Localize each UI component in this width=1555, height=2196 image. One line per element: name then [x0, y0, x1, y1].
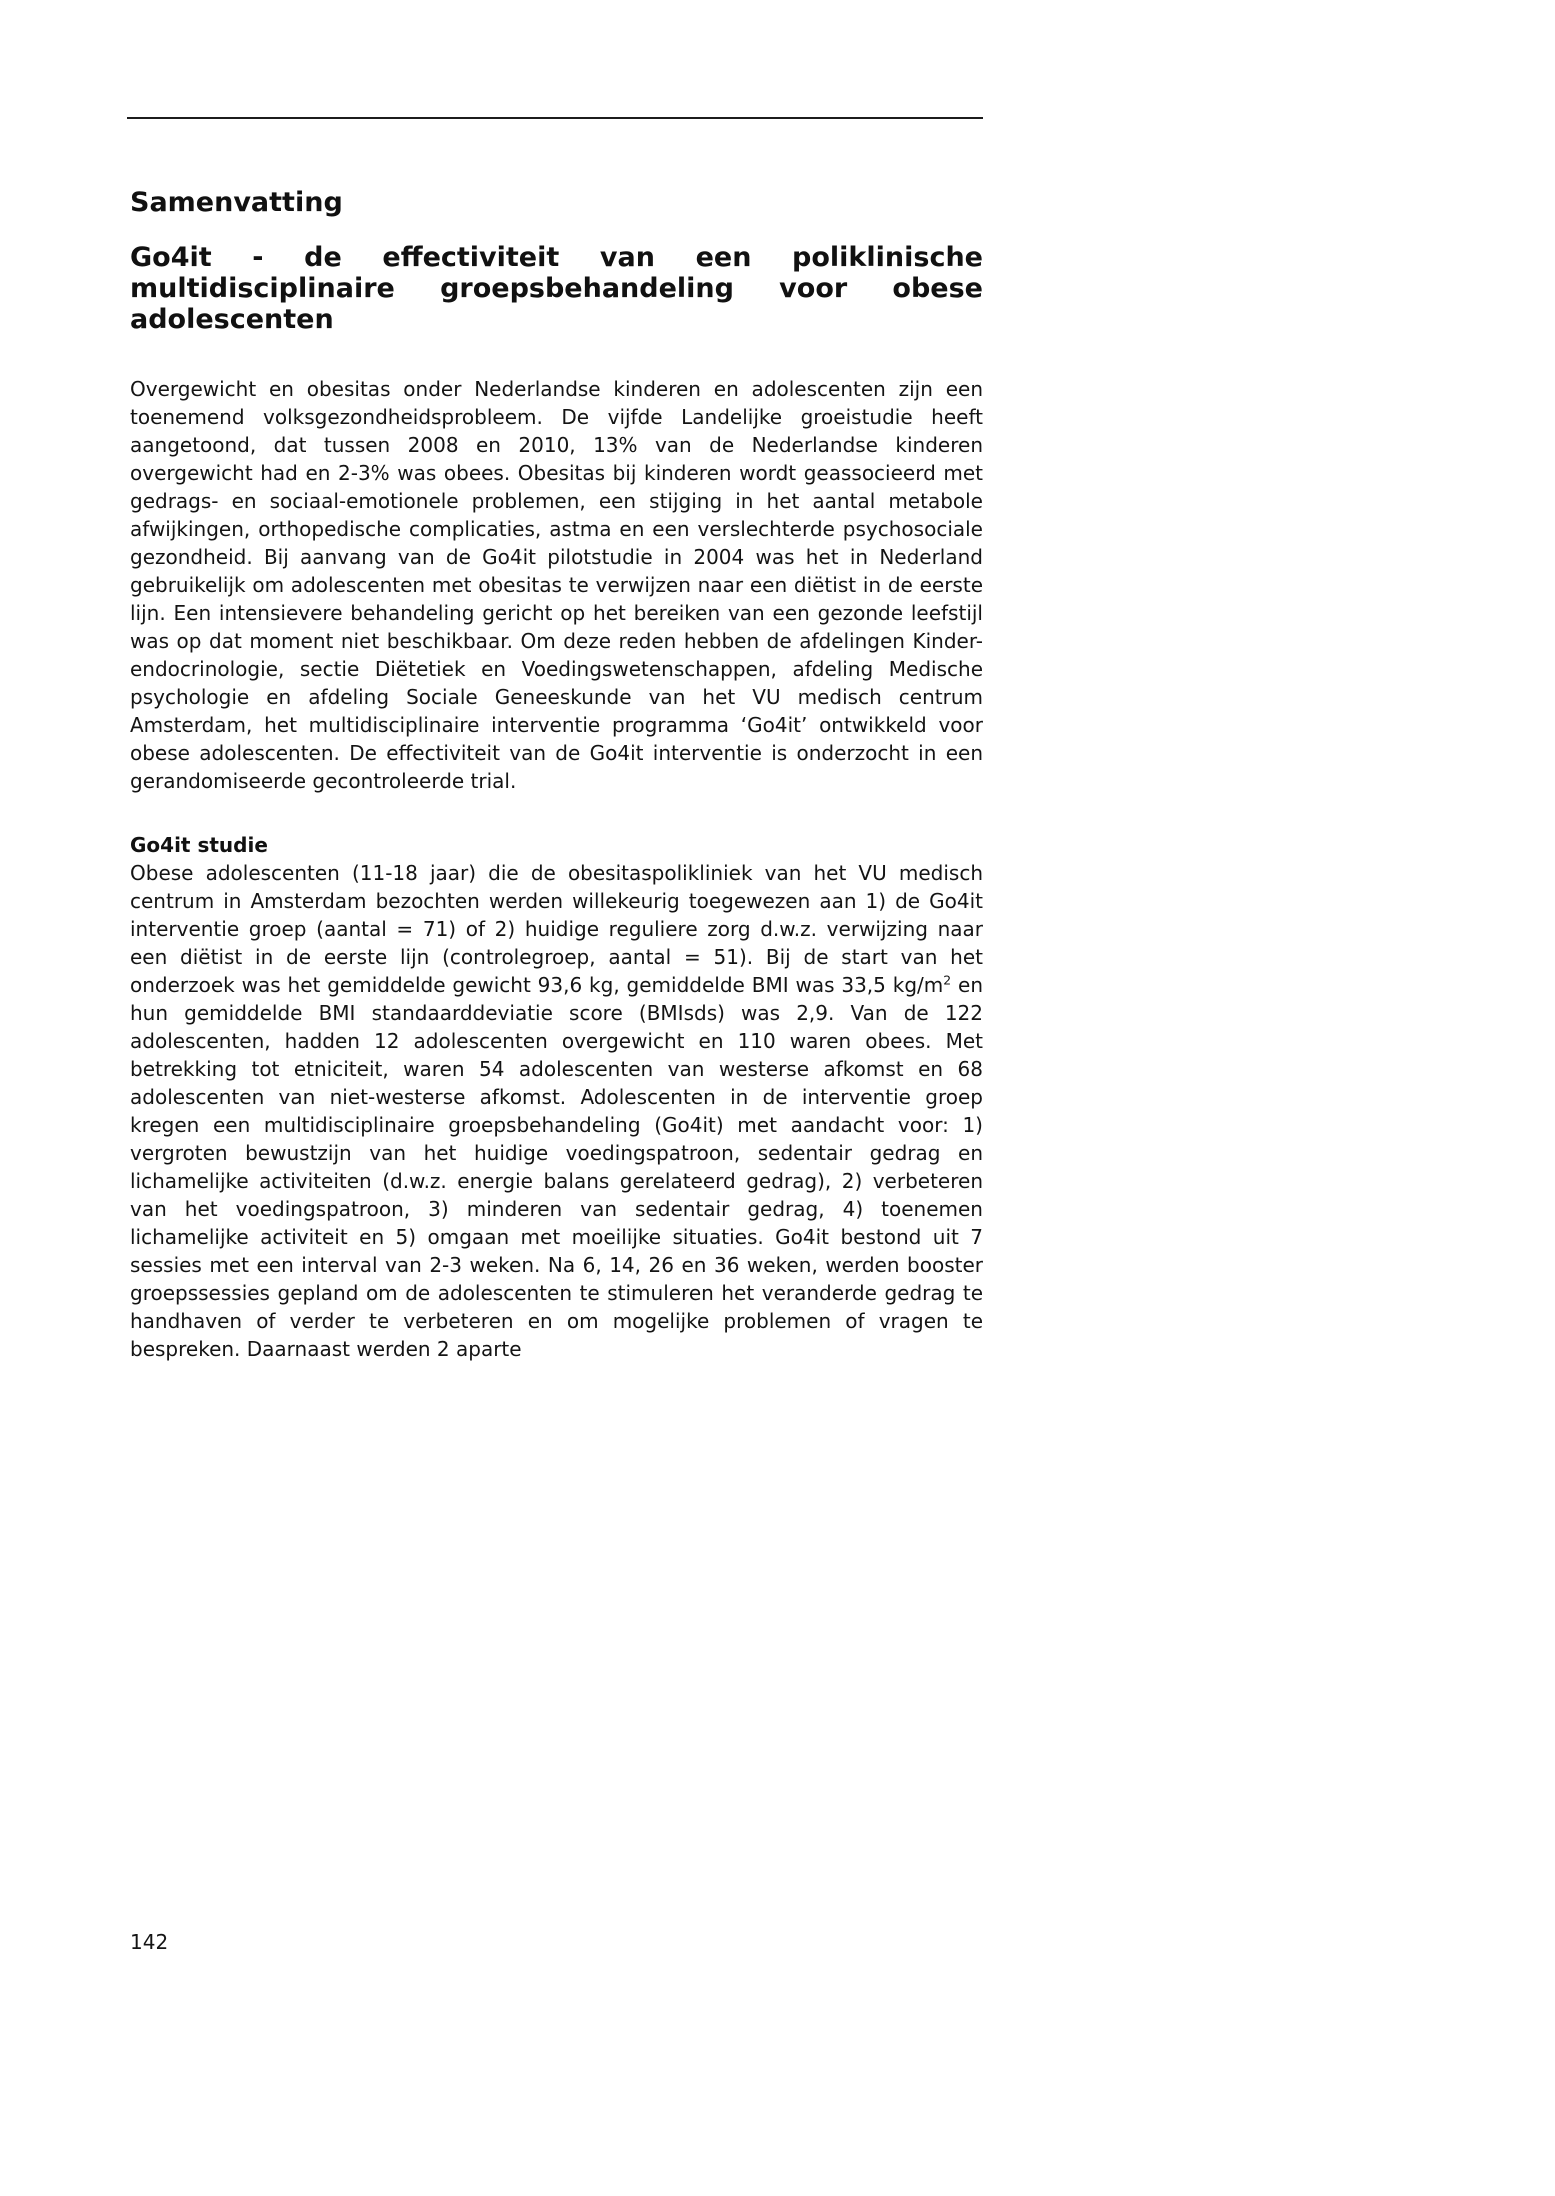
chapter-heading: [130, 242, 983, 335]
chapter-heading-line-3: adolescenten: [130, 304, 334, 335]
section-subheading: Go4it studie: [130, 833, 268, 857]
content-column: [130, 186, 983, 1363]
paragraph-introduction: Overgewicht en obesitas onder Nederlandse kinderen en adolescenten zijn een toenemend volksgezondheidsprobleem. De vijfde Landelijke groeistudie heeft aangetoond, dat tussen 2008 en 2010, 13% van de Nederlandse kinderen overgewicht had en 2-3% was obees. Obesitas bij kinderen wordt geassocieerd met gedrags- en sociaal-emotionele problemen, een stijging in het aantal metabole afwijkingen, orthopedische complicaties, astma en een verslechterde psychosociale gezondheid. Bij aanvang van de Go4it pilotstudie in 2004 was het in Nederland gebruikelijk om adolescenten met obesitas te verwijzen naar een diëtist in de eerste lijn. Een intensievere behandeling gericht op het bereiken van een gezonde leefstijl was op dat moment niet beschikbaar. Om deze reden hebben de afdelingen Kinder-endocrinologie, sectie Diëtetiek en Voedingswetenschappen, afdeling Medische psychologie en afdeling Sociale Geneeskunde van het VU medisch centrum Amsterdam, het multidisciplinaire interventie programma ‘Go4it’ ontwikkeld voor obese adolescenten. De effectiviteit van de Go4it interventie is onderzocht in een gerandomiseerde gecontroleerde trial.: [130, 377, 983, 793]
superscript-exponent: 2: [943, 972, 952, 988]
paragraph-study-text-before-sup: Obese adolescenten (11-18 jaar) die de obesitaspolikliniek van het VU medisch centrum in Amsterdam bezochten werden willekeurig toegewezen aan 1) de Go4it interventie groep (aantal = 71) of 2) huidige reguliere zorg d.w.z. verwijzing naar een diëtist in de eerste lijn (controlegroep, aantal = 51). Bij de start van het onderzoek was het gemiddelde gewicht 93,6 kg, gemiddelde BMI was 33,5 kg/m: [130, 861, 983, 997]
page-title: Samenvatting: [130, 187, 343, 218]
header-rule: [127, 117, 983, 119]
paragraph-study: [130, 859, 983, 1363]
page-number: 142: [130, 1930, 169, 1954]
chapter-heading-line-2: multidisciplinaire groepsbehandeling voor obese: [130, 273, 983, 304]
paragraph-study-text-after-sup: en hun gemiddelde BMI standaarddeviatie score (BMIsds) was 2,9. Van de 122 adolescenten, hadden 12 adolescenten overgewicht en 110 waren obees. Met betrekking tot etniciteit, waren 54 adolescenten van westerse afkomst en 68 adolescenten van niet-westerse afkomst. Adolescenten in de interventie groep kregen een multidisciplinaire groepsbehandeling (Go4it) met aandacht voor: 1) vergroten bewustzijn van het huidige voedingspatroon, sedentair gedrag en lichamelijke activiteiten (d.w.z. energie balans gerelateerd gedrag), 2) verbeteren van het voedingspatroon, 3) minderen van sedentair gedrag, 4) toenemen lichamelijke activiteit en 5) omgaan met moeilijke situaties. Go4it bestond uit 7 sessies met een interval van 2-3 weken. Na 6, 14, 26 en 36 weken, werden booster groepssessies gepland om de adolescenten te stimuleren het veranderde gedrag te handhaven of verder te verbeteren en om mogelijke problemen of vragen te bespreken. Daarnaast werden 2 aparte: [130, 973, 984, 1361]
chapter-heading-line-1: Go4it - de effectiviteit van een poliklinische: [130, 242, 983, 273]
